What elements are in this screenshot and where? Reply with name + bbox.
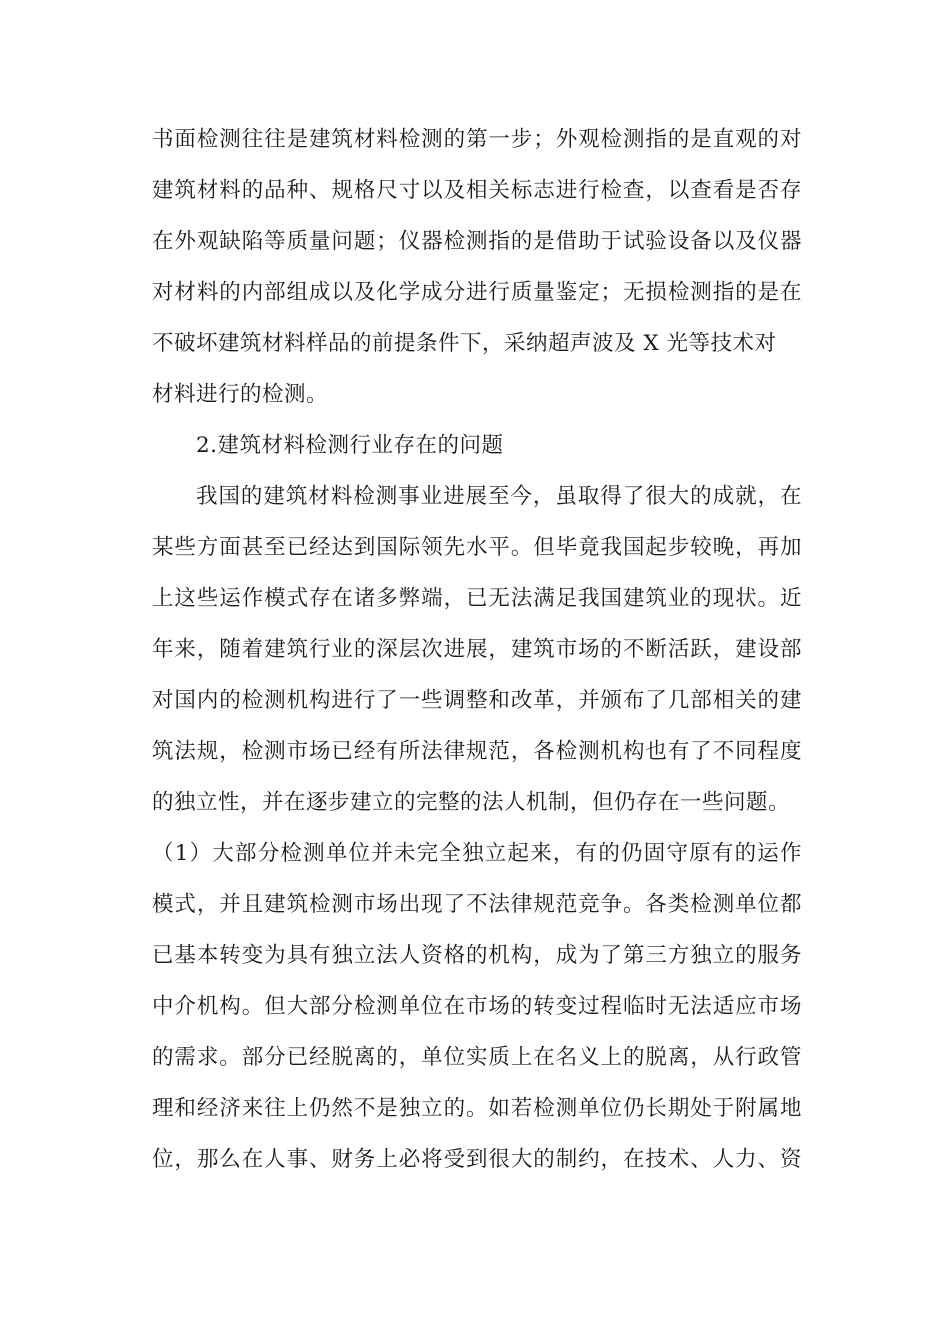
paragraph-line: 已基本转变为具有独立法人资格的机构，成为了第三方独立的服务 — [152, 943, 802, 968]
paragraph-line: 中介机构。但大部分检测单位在市场的转变过程临时无法适应市场 — [152, 994, 802, 1019]
paragraph-line: 我国的建筑材料检测事业进展至今，虽取得了很大的成就，在 — [196, 484, 802, 509]
paragraph-line: 某些方面甚至已经达到国际领先水平。但毕竟我国起步较晚，再加 — [152, 535, 802, 560]
paragraph-line: 模式，并且建筑检测市场出现了不法律规范竞争。各类检测单位都 — [152, 892, 802, 917]
paragraph-line: 材料进行的检测。 — [152, 382, 329, 407]
paragraph-line: 在外观缺陷等质量问题；仪器检测指的是借助于试验设备以及仪器 — [152, 229, 802, 254]
paragraph-line: 书面检测往往是建筑材料检测的第一步；外观检测指的是直观的对 — [152, 127, 802, 152]
paragraph-line: 对国内的检测机构进行了一些调整和改革，并颁布了几部相关的建 — [152, 688, 802, 713]
paragraph-line: 建筑材料的品种、规格尺寸以及相关标志进行检查，以查看是否存 — [152, 178, 802, 203]
paragraph-line: 位，那么在人事、财务上必将受到很大的制约，在技术、人力、资 — [152, 1147, 802, 1172]
paragraph-line: 理和经济来往上仍然不是独立的。如若检测单位仍长期处于附属地 — [152, 1096, 802, 1121]
paragraph-line: 的独立性，并在逐步建立的完整的法人机制，但仍存在一些问题。 — [152, 790, 791, 815]
section-heading: 2.建筑材料检测行业存在的问题 — [196, 433, 504, 458]
list-item-line: （1）大部分检测单位并未完全独立起来，有的仍固守原有的运作 — [152, 841, 802, 866]
paragraph-line: 筑法规，检测市场已经有所法律规范，各检测机构也有了不同程度 — [152, 739, 802, 764]
paragraph-line: 上这些运作模式存在诸多弊端，已无法满足我国建筑业的现状。近 — [152, 586, 802, 611]
paragraph-line: 不破坏建筑材料样品的前提条件下，采纳超声波及 X 光等技术对 — [152, 331, 777, 356]
paragraph-line: 的需求。部分已经脱离的，单位实质上在名义上的脱离，从行政管 — [152, 1045, 802, 1070]
paragraph-line: 年来，随着建筑行业的深层次进展，建筑市场的不断活跃，建设部 — [152, 637, 802, 662]
paragraph-line: 对材料的内部组成以及化学成分进行质量鉴定；无损检测指的是在 — [152, 280, 802, 305]
